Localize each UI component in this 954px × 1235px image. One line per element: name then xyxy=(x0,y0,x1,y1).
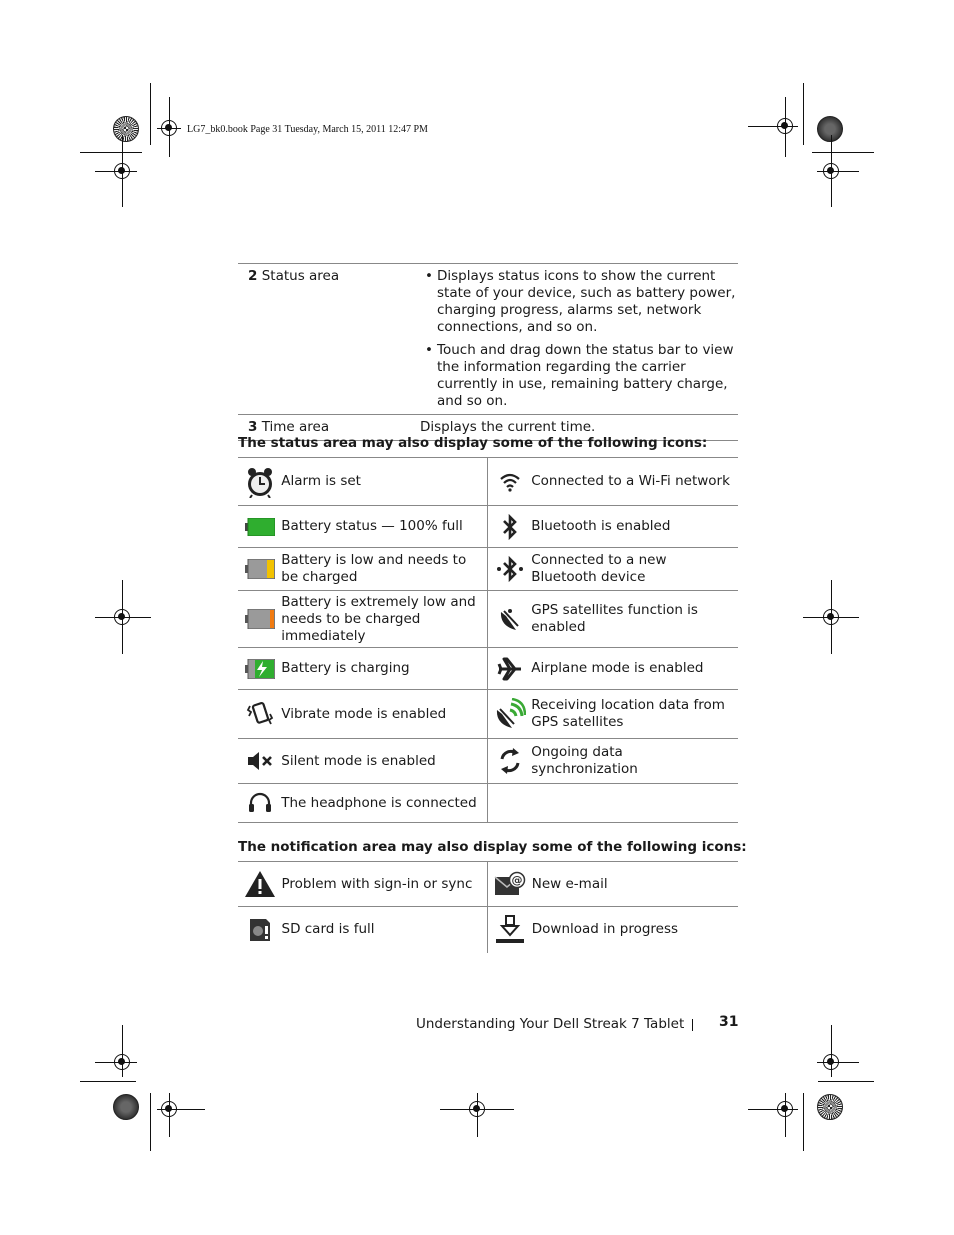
row-label-cell xyxy=(238,264,418,415)
table-row xyxy=(238,862,738,907)
table-row xyxy=(238,591,738,648)
registration-target-icon xyxy=(777,1101,793,1117)
icon-description: GPS satellites function is enabled xyxy=(531,591,738,648)
row-label: Status area xyxy=(261,268,340,284)
registration-target-icon xyxy=(823,609,839,625)
table-row xyxy=(238,907,738,953)
notification-icons-table xyxy=(238,861,738,953)
section-heading: The notification area may also display some of the following icons: xyxy=(238,839,747,855)
table-row xyxy=(238,458,738,506)
print-header: LG7_bk0.book Page 31 Tuesday, March 15, 2011 12:47 PM xyxy=(187,124,428,135)
registration-target-icon xyxy=(161,120,177,136)
icon-description: New e-mail xyxy=(532,862,738,907)
row-number: 2 xyxy=(248,268,258,284)
icon-description: Connected to a Wi-Fi network xyxy=(531,458,738,506)
table-row xyxy=(238,648,738,690)
vibrate-icon xyxy=(238,690,281,739)
registration-rosette-icon xyxy=(817,116,843,142)
download-icon xyxy=(488,907,532,953)
sd-card-full-icon xyxy=(238,907,282,953)
alarm-clock-icon xyxy=(238,458,281,506)
list-item: • Displays status icons to show the current state of your device, such as battery power, charging progress, alarms set, network connections, and so on. xyxy=(420,268,738,336)
page-number: 31 xyxy=(719,1014,739,1030)
table-row xyxy=(238,548,738,591)
bluetooth-connected-icon xyxy=(487,548,531,591)
registration-target-icon xyxy=(114,609,130,625)
bluetooth-icon xyxy=(487,506,531,548)
warning-icon xyxy=(238,862,282,907)
icon-description: Connected to a new Bluetooth device xyxy=(531,548,738,591)
icon-description: Battery is low and needs to be charged xyxy=(281,548,487,591)
icon-description: Bluetooth is enabled xyxy=(531,506,738,548)
registration-target-icon xyxy=(823,163,839,179)
icon-description: The headphone is connected xyxy=(281,784,487,823)
registration-target-icon xyxy=(161,1101,177,1117)
icon-description: Download in progress xyxy=(531,921,679,938)
sync-icon xyxy=(487,739,531,784)
icon-description: Vibrate mode is enabled xyxy=(281,690,487,739)
empty-cell xyxy=(487,784,531,823)
silent-icon xyxy=(238,739,281,784)
row-description-cell: Displays the current time. xyxy=(420,419,596,435)
icon-description: Battery status — 100% full xyxy=(281,506,487,548)
status-icons-table xyxy=(238,457,738,823)
row-description-cell xyxy=(418,264,738,415)
registration-rosette-icon xyxy=(113,1094,139,1120)
registration-rosette-icon xyxy=(113,116,139,142)
row-label: Time area xyxy=(261,419,330,435)
wifi-icon xyxy=(487,458,531,506)
footer-divider xyxy=(692,1019,693,1031)
registration-target-icon xyxy=(114,1054,130,1070)
icon-description: Ongoing data synchronization xyxy=(531,739,738,784)
svg-text:@: @ xyxy=(511,873,523,887)
registration-target-icon xyxy=(823,1054,839,1070)
empty-cell xyxy=(531,784,738,823)
list-item: • Touch and drag down the status bar to view the information regarding the carrier currently in use, remaining battery charge, and so on. xyxy=(420,342,738,410)
table-row xyxy=(238,739,738,784)
gps-receiving-icon xyxy=(487,690,531,739)
icon-description: Alarm is set xyxy=(281,458,487,506)
table-row xyxy=(238,690,738,739)
key-table xyxy=(238,263,738,441)
new-email-icon xyxy=(488,862,532,907)
table-row xyxy=(238,506,738,548)
row-number: 3 xyxy=(248,419,258,435)
gps-satellite-icon xyxy=(487,591,531,648)
headphone-icon xyxy=(238,784,281,823)
registration-target-icon xyxy=(114,163,130,179)
registration-target-icon xyxy=(469,1101,485,1117)
footer-title: Understanding Your Dell Streak 7 Tablet xyxy=(416,1016,685,1032)
icon-description: Battery is extremely low and needs to be charged immediately xyxy=(281,591,487,648)
icon-description: Battery is charging xyxy=(281,648,487,690)
icon-description: Airplane mode is enabled xyxy=(531,648,738,690)
section-heading: The status area may also display some of the following icons: xyxy=(238,435,708,451)
table-row xyxy=(238,264,738,415)
battery-very-low-icon xyxy=(238,591,281,648)
key-table-wrapper xyxy=(238,263,738,441)
airplane-icon xyxy=(487,648,531,690)
battery-charging-icon xyxy=(238,648,281,690)
icon-description: Problem with sign-in or sync xyxy=(282,862,488,907)
registration-target-icon xyxy=(777,118,793,134)
icon-description: SD card is full xyxy=(281,921,375,938)
registration-rosette-icon xyxy=(817,1094,843,1120)
icon-description: Receiving location data from GPS satellites xyxy=(531,690,738,739)
battery-low-icon xyxy=(238,548,281,591)
battery-full-icon xyxy=(238,506,281,548)
icon-description: Silent mode is enabled xyxy=(281,739,487,784)
table-row xyxy=(238,784,738,823)
